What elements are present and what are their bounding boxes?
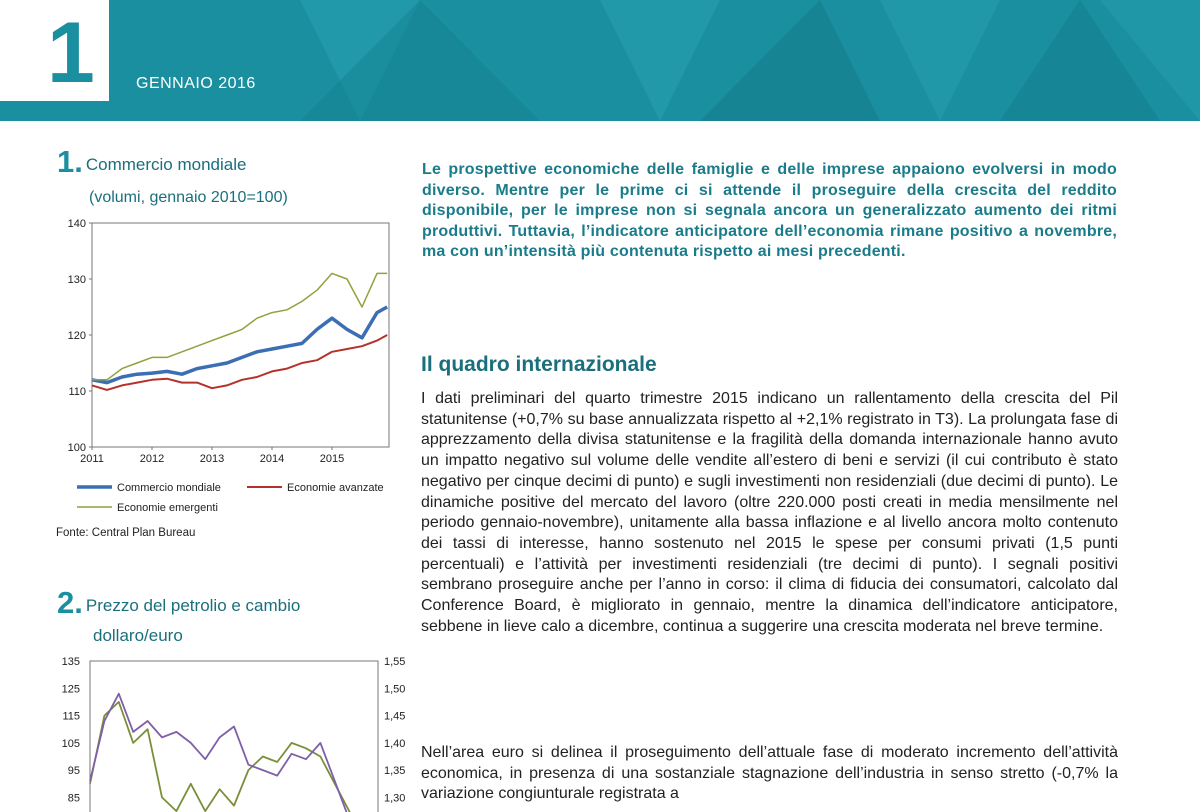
chart2-left-tick-label: 85 xyxy=(67,792,80,805)
chart2-svg xyxy=(52,652,422,812)
figure2-title-line2: dollaro/euro xyxy=(93,626,183,645)
chart1-y-tick-label: 130 xyxy=(67,274,86,286)
chart1-x-tick-label: 2015 xyxy=(319,453,345,465)
chart2-left-tick-label: 135 xyxy=(61,656,80,668)
chart1-legend-label: Economie avanzate xyxy=(287,482,384,494)
chart2-left-tick-label: 95 xyxy=(67,765,80,778)
chart1-x-tick-label: 2011 xyxy=(80,453,104,465)
banner-triangle-pattern xyxy=(0,0,1200,121)
figure2-title-line1: Prezzo del petrolio e cambio xyxy=(85,596,301,615)
chart2-right-tick-label: 1,50 xyxy=(384,683,406,696)
figure1-number: 1. xyxy=(57,144,83,179)
figure1-title-text: Commercio mondiale xyxy=(85,155,247,174)
chart2-left-tick-label: 115 xyxy=(62,710,80,723)
chart2-right-tick-label: 1,55 xyxy=(384,656,406,668)
figure2-title xyxy=(57,585,301,620)
figure1-source: Fonte: Central Plan Bureau xyxy=(56,527,196,539)
chart2-plot-frame xyxy=(90,661,378,812)
chart1-series-line xyxy=(92,307,387,383)
figure1-title xyxy=(57,144,247,179)
chart1-x-tick-label: 2012 xyxy=(139,453,165,465)
body-paragraph-1: I dati preliminari del quarto trimestre 2015 indicano un rallentamento della crescita del Pil statunitense (+0,7% su base annualizzata rispetto al +2,1% registrato in T3). La prolungata fase di apprezzamento della divisa statunitense e la fragilità della domanda internazionale hanno avuto un impatto negativo sul volume delle vendite all’estero di beni e servizi (il cui contributo è stato negativo per cinque decimi di punto) e sugli investimenti non residenziali (due decimi di punto). Le dinamiche positive del mercato del lavoro (oltre 220.000 posti creati in media mensilmente nel periodo gennaio-novembre), unitamente alla bassa inflazione e al livello ancora molto contenuto dei tassi di interesse, hanno sostenuto nel 2015 le spese per consumi privati (1,5 punti percentuali) e l’attività per investimenti residenziali (tre decimi di punto). I segnali positivi sembrano proseguire anche per l’anno in corso: il clima di fiducia dei consumatori, calcolato dal Conference Board, è migliorato in gennaio, mentre la dinamica dell’indicatore anticipatore, sebbene in lieve calo a dicembre, continua a suggerire una crescita moderata nel breve termine. xyxy=(421,390,1118,635)
chart2-right-tick-label: 1,30 xyxy=(384,792,406,805)
chart2-left-tick-label: 105 xyxy=(61,737,80,750)
chart1-y-tick-label: 120 xyxy=(67,330,86,342)
issue-date: GENNAIO 2016 xyxy=(136,75,256,92)
chart1-y-tick-label: 110 xyxy=(68,386,86,398)
chart2-series-line xyxy=(90,702,378,812)
intro-paragraph: Le prospettive economiche delle famiglie e delle imprese appaiono evolversi in modo diverso. Mentre per le prime ci si attende il proseguire della crescita del reddito disponibile, per le imprese non si segnala ancora un generalizzato aumento dei ritmi produttivi. Tuttavia, l’indicatore anticipatore dell’economia rimane positivo a novembre, ma con un’intensità più contenuta rispetto ai mesi precedenti. xyxy=(422,161,1117,260)
chart1-series-line xyxy=(92,335,387,390)
issue-number: 1 xyxy=(47,5,95,101)
section-title: Il quadro internazionale xyxy=(421,353,657,376)
chart2-right-tick-label: 1,40 xyxy=(384,737,406,750)
figure2-number: 2. xyxy=(57,585,83,620)
chart1-y-tick-label: 140 xyxy=(67,218,86,230)
chart1-x-tick-label: 2013 xyxy=(199,453,225,465)
chart1-y-tick-label: 100 xyxy=(67,442,86,454)
chart1-x-tick-label: 2014 xyxy=(259,453,285,465)
chart1-plot-frame xyxy=(92,223,389,447)
chart1-legend-label: Economie emergenti xyxy=(117,502,218,514)
chart2-left-tick-label: 125 xyxy=(61,683,80,696)
body-paragraph-2: Nell’area euro si delinea il proseguimento dell’attuale fase di moderato incremento dell’attività economica, in presenza di una sostanziale stagnazione dell’industria in senso stretto (-0,7% la variazione congiunturale registrata a xyxy=(421,744,1118,803)
chart2-right-tick-label: 1,35 xyxy=(384,765,406,778)
header-banner xyxy=(0,0,1200,121)
chart2-right-tick-label: 1,45 xyxy=(384,710,406,723)
chart2-series-line xyxy=(90,694,378,812)
chart1-svg xyxy=(52,215,412,525)
figure1-subtitle: (volumi, gennaio 2010=100) xyxy=(89,189,288,206)
chart1-legend-label: Commercio mondiale xyxy=(117,482,221,494)
